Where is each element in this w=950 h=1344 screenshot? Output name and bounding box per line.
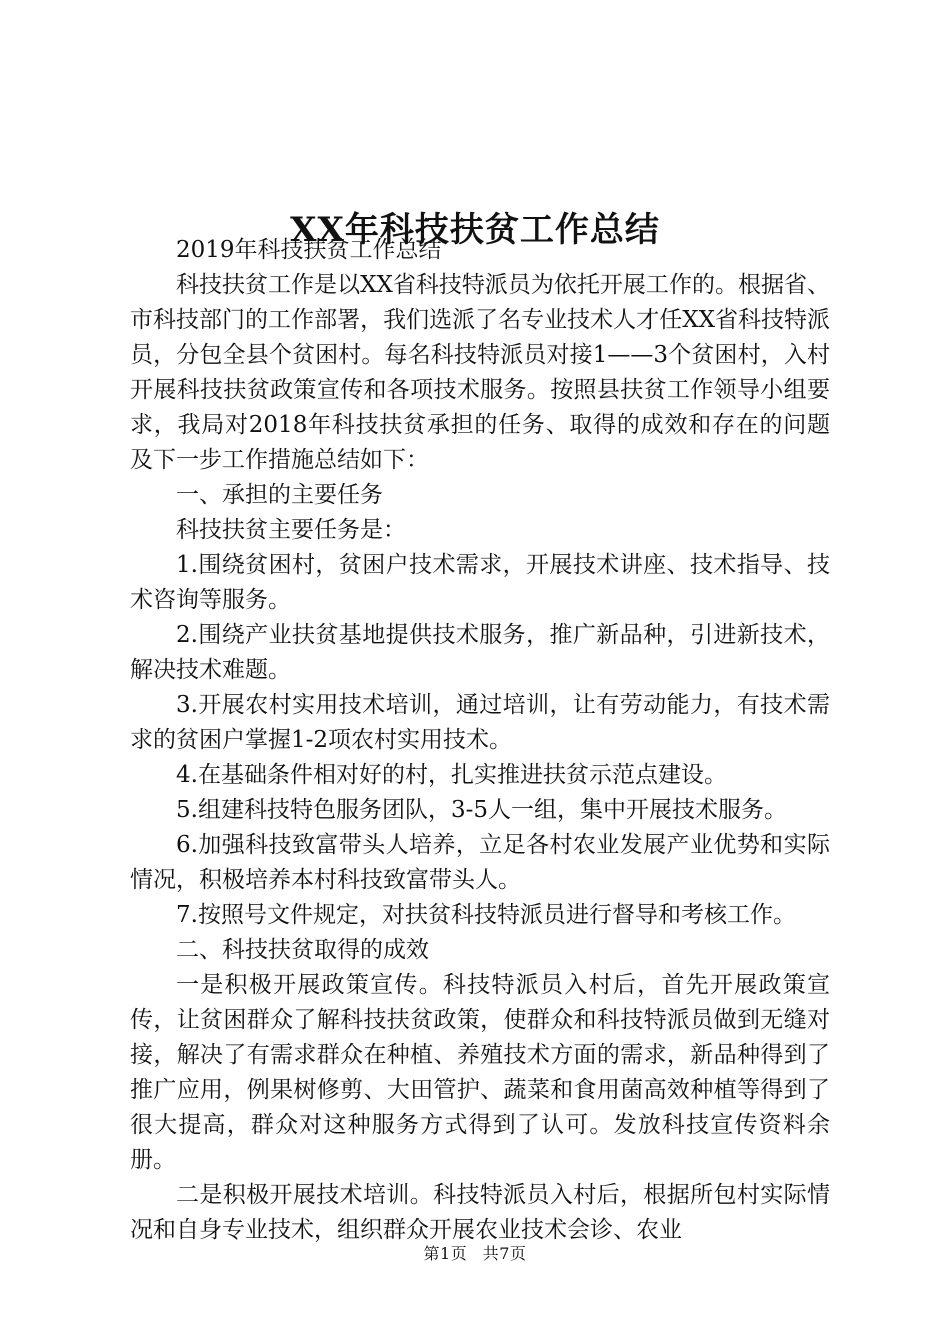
page-number: 第1页 xyxy=(423,1244,468,1263)
section-heading-results: 二、科技扶贫取得的成效 xyxy=(176,937,429,963)
paragraph-tasks-lead: 科技扶贫主要任务是： xyxy=(176,517,406,543)
task-item-4: 4.在基础条件相对好的村，扎实推进扶贫示范点建设。 xyxy=(176,762,727,788)
task-item-7: 7.按照号文件规定，对扶贫科技特派员进行督导和考核工作。 xyxy=(176,902,796,928)
page-footer xyxy=(0,1244,950,1264)
paragraph-subtitle: 2019年科技扶贫工作总结 xyxy=(176,237,442,263)
task-item-5: 5.组建科技特色服务团队，3-5人一组，集中开展技术服务。 xyxy=(176,797,787,823)
task-item-6: 6.加强科技致富带头人培养，立足各村农业发展产业优势和实际情况，积极培养本村科技致富带头人。 xyxy=(130,832,830,893)
document-body xyxy=(130,233,830,1248)
page-count: 共7页 xyxy=(482,1244,527,1263)
paragraph-policy-publicity: 一是积极开展政策宣传。科技特派员入村后，首先开展政策宣传，让贫困群众了解科技扶贫政策，使群众和科技特派员做到无缝对接，解决了有需求群众在种植、养殖技术方面的需求，新品种得到了推广应用，例果树修剪、大田管护、蔬菜和食用菌高效种植等得到了很大提高，群众对这种服务方式得到了认可。发放科技宣传资料余册。 xyxy=(130,972,830,1173)
task-item-1: 1.围绕贫困村，贫困户技术需求，开展技术讲座、技术指导、技术咨询等服务。 xyxy=(130,552,830,613)
document-title: XX年科技扶贫工作总结 xyxy=(290,209,660,250)
section-heading-tasks: 一、承担的主要任务 xyxy=(176,482,383,508)
paragraph-technical-training: 二是积极开展技术培训。科技特派员入村后，根据所包村实际情况和自身专业技术，组织群众开展农业技术会诊、农业 xyxy=(130,1182,830,1243)
task-item-2: 2.围绕产业扶贫基地提供技术服务，推广新品种，引进新技术，解决技术难题。 xyxy=(130,622,830,683)
paragraph-intro: 科技扶贫工作是以XX省科技特派员为依托开展工作的。根据省、市科技部门的工作部署，我们选派了名专业技术人才任XX省科技特派员，分包全县个贫困村。每名科技特派员对接1——3个贫困村，入村开展科技扶贫政策宣传和各项技术服务。按照县扶贫工作领导小组要求，我局对2018年科技扶贫承担的任务、取得的成效和存在的问题及下一步工作措施总结如下： xyxy=(130,272,830,473)
task-item-3: 3.开展农村实用技术培训，通过培训，让有劳动能力，有技术需求的贫困户掌握1-2项农村实用技术。 xyxy=(130,692,830,753)
